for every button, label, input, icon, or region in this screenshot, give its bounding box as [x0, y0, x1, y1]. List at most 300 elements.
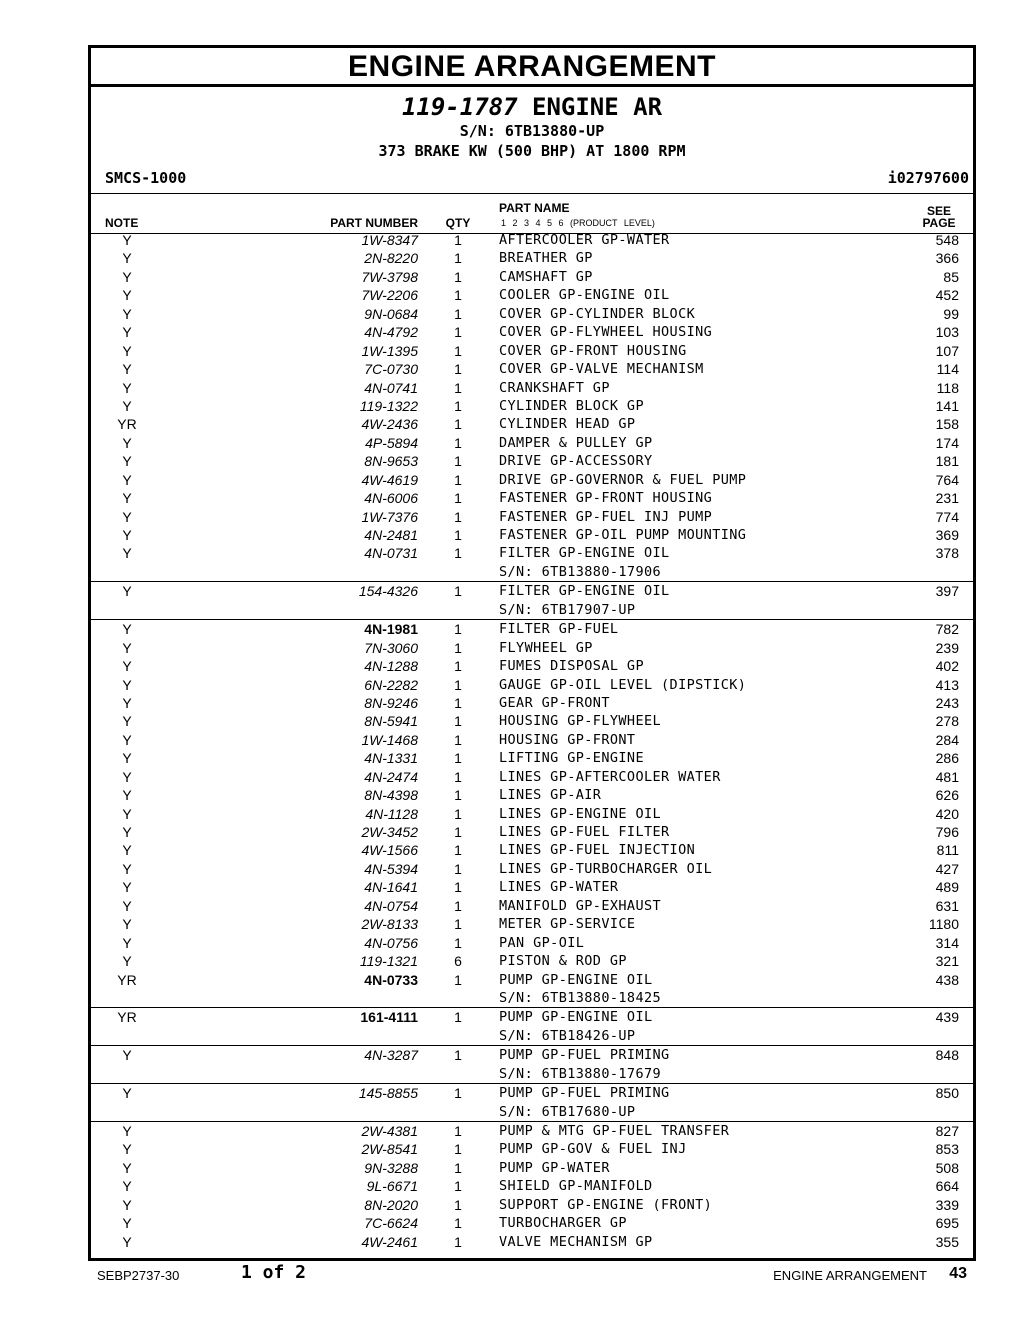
note-cell: Y	[122, 379, 132, 396]
part-name-cell: CRANKSHAFT GP	[499, 379, 610, 396]
part-number-cell: 4P-5894	[365, 434, 418, 451]
table-row	[91, 1008, 973, 1026]
qty-cell: 1	[454, 1178, 462, 1195]
table-row	[91, 1084, 973, 1102]
part-name-cell: S/N: 6TB18426-UP	[499, 1027, 636, 1044]
note-cell: Y	[122, 879, 132, 896]
part-number-cell: 4N-5394	[364, 860, 418, 877]
table-row	[91, 582, 973, 600]
qty-cell: 1	[454, 676, 462, 693]
note-cell: Y	[122, 397, 132, 414]
note-cell: YR	[117, 416, 137, 433]
part-name-cell: S/N: 6TB17907-UP	[499, 601, 636, 618]
part-number-cell: 1W-1395	[361, 342, 418, 359]
part-number-cell: 4W-2461	[361, 1233, 418, 1250]
table-row	[91, 1177, 973, 1195]
note-cell: Y	[122, 916, 132, 933]
qty-cell: 1	[454, 1123, 462, 1139]
part-number-cell: 4N-0731	[364, 545, 418, 562]
part-number-cell: 4N-0756	[364, 934, 418, 951]
part-name-cell: PUMP GP-ENGINE OIL	[499, 1009, 653, 1026]
qty-cell: 1	[454, 453, 462, 470]
note-cell: Y	[122, 471, 132, 488]
part-name-cell: S/N: 6TB13880-18425	[499, 989, 662, 1006]
part-name-cell: FASTENER GP-FRONT HOUSING	[499, 490, 713, 507]
qty-cell: 1	[454, 787, 462, 804]
part-number-cell: 4N-0733	[364, 971, 418, 988]
qty-cell: 1	[454, 324, 462, 341]
table-row	[91, 452, 973, 470]
part-number-cell: 4N-1641	[364, 879, 418, 896]
part-number-cell: 4W-1566	[361, 842, 418, 859]
see-page-cell: 427	[935, 860, 959, 877]
part-name-cell: GEAR GP-FRONT	[499, 694, 610, 711]
part-name-cell: COVER GP-CYLINDER BLOCK	[499, 305, 696, 322]
table-row	[91, 1046, 973, 1064]
footer-page-of: 1 of 2	[241, 1262, 307, 1283]
table-row	[91, 1159, 973, 1177]
see-page-cell: 239	[935, 639, 959, 656]
note-cell: Y	[122, 434, 132, 451]
table-row	[91, 786, 973, 804]
part-number-cell: 9L-6671	[366, 1178, 418, 1195]
table-row	[91, 1196, 973, 1214]
see-page-cell: 278	[935, 713, 959, 730]
table-row	[91, 1214, 973, 1232]
note-cell: Y	[122, 860, 132, 877]
part-number-cell: 4N-6006	[364, 490, 418, 507]
see-page-cell: 848	[935, 1047, 959, 1064]
column-note: NOTE	[105, 216, 139, 230]
note-cell: Y	[122, 953, 132, 970]
part-name-cell: BREATHER GP	[499, 250, 593, 267]
table-row	[91, 268, 973, 286]
qty-cell: 1	[454, 545, 462, 562]
see-page-cell: 85	[943, 268, 959, 285]
part-number-cell: 2W-8133	[361, 916, 418, 933]
qty-cell: 1	[454, 1233, 462, 1250]
part-name-cell: COVER GP-FRONT HOUSING	[499, 342, 687, 359]
note-cell: Y	[122, 676, 132, 693]
see-page-cell: 402	[935, 658, 959, 675]
part-name-cell: SUPPORT GP-ENGINE (FRONT)	[499, 1196, 713, 1213]
see-page-cell: 243	[935, 694, 959, 711]
see-page-cell: 231	[935, 490, 959, 507]
qty-cell: 1	[454, 658, 462, 675]
see-page-cell: 438	[935, 971, 959, 988]
note-cell: Y	[122, 824, 132, 840]
part-number-cell: 4N-2474	[364, 768, 418, 785]
note-cell: Y	[122, 232, 132, 248]
table-row	[91, 342, 973, 360]
part-number-cell: 2W-3452	[361, 824, 418, 840]
assembly-header	[91, 87, 973, 193]
note-cell: Y	[122, 842, 132, 859]
part-number-cell: 4W-4619	[361, 471, 418, 488]
footer-section-title: ENGINE ARRANGEMENT	[773, 1268, 927, 1283]
see-page-cell: 853	[935, 1141, 959, 1158]
see-page-cell: 397	[935, 583, 959, 600]
part-name-cell: AFTERCOOLER GP-WATER	[499, 232, 670, 248]
part-name-cell: FLYWHEEL GP	[499, 639, 593, 656]
see-page-cell: 284	[935, 731, 959, 748]
part-number-cell: 9N-3288	[364, 1159, 418, 1176]
parts-list-frame	[88, 45, 976, 1261]
column-qty: QTY	[445, 216, 471, 230]
qty-cell: 1	[454, 971, 462, 988]
qty-cell: 1	[454, 1085, 462, 1102]
table-row	[91, 731, 973, 749]
part-name-cell: HOUSING GP-FRONT	[499, 731, 636, 748]
part-number-cell: 1W-8347	[361, 232, 418, 248]
part-name-cell: DRIVE GP-ACCESSORY	[499, 453, 653, 470]
see-page-cell: 286	[935, 750, 959, 767]
qty-cell: 1	[454, 1159, 462, 1176]
part-name-cell: COVER GP-VALVE MECHANISM	[499, 361, 704, 378]
see-page-cell: 850	[935, 1085, 959, 1102]
note-cell: Y	[122, 639, 132, 656]
part-number-cell: 4N-1288	[364, 658, 418, 675]
part-name-cell: LINES GP-AIR	[499, 787, 602, 804]
part-number-cell: 4N-0741	[364, 379, 418, 396]
qty-cell: 1	[454, 768, 462, 785]
qty-cell: 1	[454, 621, 462, 638]
table-row	[91, 657, 973, 675]
qty-cell: 1	[454, 1215, 462, 1232]
qty-cell: 1	[454, 471, 462, 488]
note-cell: Y	[122, 1047, 132, 1064]
qty-cell: 1	[454, 416, 462, 433]
table-row	[91, 231, 973, 249]
assembly-heading	[91, 92, 973, 122]
part-number-cell: 1W-7376	[361, 508, 418, 525]
see-page-cell: 103	[935, 324, 959, 341]
qty-cell: 1	[454, 694, 462, 711]
note-cell: Y	[122, 527, 132, 543]
qty-cell: 1	[454, 750, 462, 767]
table-row	[91, 379, 973, 397]
title-bar	[91, 48, 973, 87]
see-page-cell: 631	[935, 897, 959, 914]
table-row	[91, 934, 973, 952]
qty-cell: 1	[454, 879, 462, 896]
column-part-name: PART NAME	[499, 201, 570, 215]
note-cell: YR	[117, 1009, 137, 1026]
column-page: PAGE	[922, 216, 956, 230]
note-cell: Y	[122, 713, 132, 730]
footer-doc-number: SEBP2737-30	[97, 1268, 180, 1283]
note-cell: Y	[122, 1123, 132, 1139]
part-number-cell: 8N-9246	[364, 694, 418, 711]
qty-cell: 1	[454, 268, 462, 285]
see-page-cell: 811	[936, 842, 959, 859]
see-page-cell: 181	[935, 453, 959, 470]
note-cell: Y	[122, 934, 132, 951]
see-page-cell: 796	[935, 824, 959, 840]
see-page-cell: 452	[935, 287, 959, 304]
part-name-cell: COOLER GP-ENGINE OIL	[499, 287, 670, 304]
note-cell: Y	[122, 1233, 132, 1250]
table-row	[91, 971, 973, 989]
table-row	[91, 620, 973, 638]
part-name-cell: HOUSING GP-FLYWHEEL	[499, 713, 662, 730]
part-name-cell: LINES GP-TURBOCHARGER OIL	[499, 860, 713, 877]
note-cell: Y	[122, 1215, 132, 1232]
table-row	[91, 305, 973, 323]
table-row	[91, 841, 973, 859]
part-name-cell: PAN GP-OIL	[499, 934, 585, 951]
qty-cell: 1	[454, 434, 462, 451]
qty-cell: 1	[454, 305, 462, 322]
see-page-cell: 118	[936, 379, 959, 396]
note-cell: Y	[122, 324, 132, 341]
part-name-cell: LINES GP-AFTERCOOLER WATER	[499, 768, 721, 785]
qty-cell: 1	[454, 342, 462, 359]
see-page-cell: 664	[935, 1178, 959, 1195]
table-row	[91, 639, 973, 657]
part-name-cell: DRIVE GP-GOVERNOR & FUEL PUMP	[499, 471, 747, 488]
qty-cell: 1	[454, 934, 462, 951]
note-cell: Y	[122, 1085, 132, 1102]
part-number-cell: 6N-2282	[364, 676, 418, 693]
part-number-cell: 4N-1981	[364, 621, 418, 638]
see-page-cell: 378	[935, 545, 959, 562]
part-name-cell: LINES GP-ENGINE OIL	[499, 805, 662, 822]
qty-cell: 1	[454, 527, 462, 543]
table-row	[91, 360, 973, 378]
qty-cell: 1	[454, 1141, 462, 1158]
see-page-cell: 774	[935, 508, 959, 525]
part-name-cell: CAMSHAFT GP	[499, 268, 593, 285]
qty-cell: 1	[454, 731, 462, 748]
part-name-cell: LINES GP-FUEL INJECTION	[499, 842, 696, 859]
table-row	[91, 878, 973, 896]
see-page-cell: 695	[935, 1215, 959, 1232]
column-header	[91, 193, 973, 234]
part-number-cell: 8N-2020	[364, 1196, 418, 1213]
part-number-cell: 2W-4381	[361, 1123, 418, 1139]
footer-page-number: 43	[949, 1265, 967, 1282]
assembly-name: ENGINE AR	[532, 93, 663, 121]
qty-cell: 1	[454, 860, 462, 877]
note-cell: Y	[122, 621, 132, 638]
smcs-code: SMCS-1000	[105, 169, 187, 187]
part-number-cell: 7C-6624	[364, 1215, 418, 1232]
qty-cell: 1	[454, 287, 462, 304]
see-page-cell: 141	[935, 397, 959, 414]
table-row	[91, 1140, 973, 1158]
serial-range-row	[91, 563, 973, 582]
table-row	[91, 805, 973, 823]
qty-cell: 1	[454, 232, 462, 248]
part-name-cell: CYLINDER HEAD GP	[499, 416, 636, 433]
part-name-cell: PUMP GP-FUEL PRIMING	[499, 1047, 670, 1064]
part-name-cell: FILTER GP-FUEL	[499, 621, 619, 638]
part-name-cell: SHIELD GP-MANIFOLD	[499, 1178, 653, 1195]
qty-cell: 1	[454, 250, 462, 267]
note-cell: Y	[122, 1141, 132, 1158]
note-cell: Y	[122, 287, 132, 304]
see-page-cell: 508	[935, 1159, 959, 1176]
assembly-part-number: 119-1787	[401, 93, 518, 121]
note-cell: Y	[122, 583, 132, 600]
see-page-cell: 782	[935, 621, 959, 638]
part-name-cell: PUMP GP-WATER	[499, 1159, 610, 1176]
qty-cell: 6	[454, 953, 462, 970]
see-page-cell: 1180	[928, 916, 959, 933]
part-name-cell: VALVE MECHANISM GP	[499, 1233, 653, 1250]
part-name-cell: LINES GP-WATER	[499, 879, 619, 896]
note-cell: Y	[122, 453, 132, 470]
note-cell: Y	[122, 787, 132, 804]
note-cell: Y	[122, 805, 132, 822]
see-page-cell: 366	[935, 250, 959, 267]
see-page-cell: 369	[935, 527, 959, 543]
part-number-cell: 154-4326	[358, 583, 418, 600]
part-number-cell: 7W-2206	[361, 287, 418, 304]
document-title: ENGINE ARRANGEMENT	[348, 50, 716, 83]
see-page-cell: 99	[943, 305, 959, 322]
see-page-cell: 321	[935, 953, 959, 970]
part-number-cell: 9N-0684	[364, 305, 418, 322]
qty-cell: 1	[454, 1196, 462, 1213]
part-number-cell: 7W-3798	[361, 268, 418, 285]
part-number-cell: 4N-1331	[364, 750, 418, 767]
qty-cell: 1	[454, 824, 462, 840]
rating-line: 373 BRAKE KW (500 BHP) AT 1800 RPM	[378, 142, 686, 160]
note-cell: Y	[122, 768, 132, 785]
part-name-cell: FILTER GP-ENGINE OIL	[499, 545, 670, 562]
part-number-cell: 4N-1128	[365, 805, 418, 822]
note-cell: Y	[122, 694, 132, 711]
qty-cell: 1	[454, 916, 462, 933]
illustration-id: i02797600	[887, 169, 969, 187]
part-number-cell: 8N-9653	[364, 453, 418, 470]
table-row	[91, 749, 973, 767]
see-page-cell: 764	[935, 471, 959, 488]
part-name-cell: TURBOCHARGER GP	[499, 1215, 627, 1232]
part-number-cell: 4N-3287	[364, 1047, 418, 1064]
note-cell: Y	[122, 342, 132, 359]
part-number-cell: 8N-5941	[364, 713, 418, 730]
part-name-cell: FILTER GP-ENGINE OIL	[499, 583, 670, 600]
column-see: SEE	[926, 204, 951, 218]
see-page-cell: 114	[936, 361, 959, 378]
see-page-cell: 439	[935, 1009, 959, 1026]
qty-cell: 1	[454, 490, 462, 507]
qty-cell: 1	[454, 713, 462, 730]
note-cell: Y	[122, 658, 132, 675]
part-name-cell: PUMP GP-GOV & FUEL INJ	[499, 1141, 687, 1158]
part-name-cell: MANIFOLD GP-EXHAUST	[499, 897, 662, 914]
see-page-cell: 626	[935, 787, 959, 804]
note-cell: Y	[122, 897, 132, 914]
table-row	[91, 526, 973, 544]
table-row	[91, 712, 973, 730]
part-name-cell: LINES GP-FUEL FILTER	[499, 824, 670, 840]
qty-cell: 1	[454, 583, 462, 600]
note-cell: Y	[122, 508, 132, 525]
note-cell: Y	[122, 268, 132, 285]
see-page-cell: 413	[935, 676, 959, 693]
part-name-cell: PUMP GP-ENGINE OIL	[499, 971, 653, 988]
see-page-cell: 107	[935, 342, 959, 359]
see-page-cell: 314	[935, 934, 959, 951]
qty-cell: 1	[454, 379, 462, 396]
part-name-cell: S/N: 6TB13880-17906	[499, 563, 662, 580]
note-cell: Y	[122, 250, 132, 267]
part-name-cell: DAMPER & PULLEY GP	[499, 434, 653, 451]
page-footer	[0, 1262, 1020, 1292]
parts-table-body	[91, 231, 973, 1251]
part-number-cell: 7N-3060	[364, 639, 418, 656]
note-cell: Y	[122, 750, 132, 767]
note-cell: Y	[122, 1159, 132, 1176]
part-number-cell: 4N-0754	[364, 897, 418, 914]
note-cell: Y	[122, 305, 132, 322]
part-name-cell: FUMES DISPOSAL GP	[499, 658, 644, 675]
part-name-cell: METER GP-SERVICE	[499, 916, 636, 933]
note-cell: Y	[122, 1196, 132, 1213]
part-name-cell: FASTENER GP-OIL PUMP MOUNTING	[499, 527, 747, 543]
see-page-cell: 158	[935, 416, 959, 433]
table-row	[91, 544, 973, 562]
serial-range-row	[91, 1103, 973, 1122]
table-row	[91, 952, 973, 970]
table-row	[91, 694, 973, 712]
column-part-number: PART NUMBER	[330, 216, 418, 230]
see-page-cell: 339	[935, 1196, 959, 1213]
table-row	[91, 823, 973, 841]
part-name-cell: FASTENER GP-FUEL INJ PUMP	[499, 508, 713, 525]
note-cell: Y	[122, 1178, 132, 1195]
see-page-cell: 355	[935, 1233, 959, 1250]
part-name-cell: CYLINDER BLOCK GP	[499, 397, 644, 414]
part-number-cell: 4W-2436	[361, 416, 418, 433]
part-number-cell: 161-4111	[360, 1009, 418, 1026]
part-number-cell: 2W-8541	[361, 1141, 418, 1158]
table-row	[91, 489, 973, 507]
table-row	[91, 860, 973, 878]
table-row	[91, 1122, 973, 1140]
serial-range-row	[91, 1027, 973, 1046]
table-row	[91, 1233, 973, 1251]
note-cell: Y	[122, 545, 132, 562]
qty-cell: 1	[454, 361, 462, 378]
table-row	[91, 897, 973, 915]
column-product-levels: 1 2 3 4 5 6 (PRODUCT LEVEL)	[501, 218, 655, 228]
serial-range-row	[91, 601, 973, 620]
part-name-cell: GAUGE GP-OIL LEVEL (DIPSTICK)	[499, 676, 747, 693]
table-row	[91, 415, 973, 433]
part-number-cell: 119-1322	[359, 397, 418, 414]
see-page-cell: 174	[935, 434, 959, 451]
see-page-cell: 827	[935, 1123, 959, 1139]
part-number-cell: 2N-8220	[364, 250, 418, 267]
part-name-cell: COVER GP-FLYWHEEL HOUSING	[499, 324, 713, 341]
table-row	[91, 915, 973, 933]
part-name-cell: PUMP GP-FUEL PRIMING	[499, 1085, 670, 1102]
part-number-cell: 145-8855	[358, 1085, 418, 1102]
note-cell: Y	[122, 490, 132, 507]
see-page-cell: 489	[935, 879, 959, 896]
table-row	[91, 471, 973, 489]
table-row	[91, 434, 973, 452]
qty-cell: 1	[454, 508, 462, 525]
qty-cell: 1	[454, 897, 462, 914]
part-name-cell: S/N: 6TB13880-17679	[499, 1065, 662, 1082]
part-name-cell: LIFTING GP-ENGINE	[499, 750, 644, 767]
